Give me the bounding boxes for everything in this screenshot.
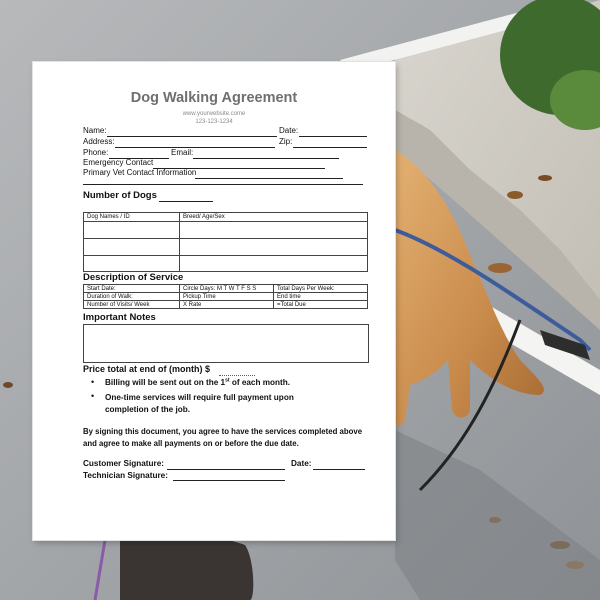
name-line[interactable] <box>107 136 277 137</box>
agreement-statement: By signing this document, you agree to have the services completed above and agree to make all payments on or before the due date. <box>83 427 363 448</box>
phone-label: Phone: <box>83 148 109 157</box>
website-text: www.yourwebsite.come <box>182 111 246 117</box>
total-due-cell[interactable]: =Total Due <box>274 301 368 309</box>
pickup-time-cell[interactable]: Pickup Time <box>180 293 274 301</box>
signature-date-label: Date: <box>291 459 312 468</box>
visits-per-week-cell[interactable]: Number of Visits/ Week <box>84 301 180 309</box>
technician-signature-label: Technician Signature: <box>83 471 168 480</box>
date-label: Date: <box>279 126 299 135</box>
dog-name-cell[interactable] <box>84 239 180 256</box>
breed-cell[interactable] <box>180 222 368 239</box>
dark-dog <box>120 534 253 600</box>
email-line[interactable] <box>193 158 339 159</box>
vet-contact-line[interactable] <box>195 178 343 179</box>
price-line[interactable] <box>219 375 255 376</box>
breed-header: Breed/ Age/Sex <box>180 213 368 222</box>
billing-note: Billing will be sent out on the 1st of each month. <box>105 377 291 387</box>
number-of-dogs-heading: Number of Dogs <box>83 190 157 201</box>
leaf <box>3 382 13 388</box>
service-heading: Description of Service <box>83 272 184 283</box>
breed-cell[interactable] <box>180 239 368 256</box>
start-date-cell[interactable]: Start Date: <box>84 285 180 293</box>
service-table <box>83 284 368 309</box>
address-label: Address: <box>83 137 115 146</box>
phone-number-text: 123-123-1234 <box>195 119 233 125</box>
price-label: Price total at end of (month) $ <box>83 364 211 374</box>
breed-cell[interactable] <box>180 256 368 272</box>
number-of-dogs-line[interactable] <box>159 201 213 202</box>
zip-label: Zip: <box>279 137 293 146</box>
total-days-cell[interactable]: Total Days Per Week: <box>274 285 368 293</box>
dogs-table <box>83 212 368 272</box>
zip-line[interactable] <box>293 147 367 148</box>
leaf <box>538 175 552 181</box>
divider-line <box>83 184 363 185</box>
leaf <box>507 191 523 199</box>
important-notes-heading: Important Notes <box>83 312 156 323</box>
rate-cell[interactable]: X Rate <box>180 301 274 309</box>
agreement-paper <box>33 62 395 540</box>
form-title: Dog Walking Agreement <box>130 90 298 106</box>
duration-cell[interactable]: Duration of Walk: <box>84 293 180 301</box>
circle-days-cell[interactable]: Circle Days: M T W T F S S <box>180 285 274 293</box>
bullet-dot: • <box>91 377 95 387</box>
dog-name-cell[interactable] <box>84 256 180 272</box>
date-line[interactable] <box>299 136 367 137</box>
address-line[interactable] <box>115 147 275 148</box>
bullet-dot: • <box>91 391 95 401</box>
technician-signature-line[interactable] <box>173 480 285 481</box>
dog-name-cell[interactable] <box>84 222 180 239</box>
email-label: Email: <box>171 148 194 157</box>
important-notes-box[interactable] <box>83 324 369 363</box>
signature-date-line[interactable] <box>313 469 365 470</box>
name-label: Name: <box>83 126 107 135</box>
end-time-cell[interactable]: End time <box>274 293 368 301</box>
customer-signature-line[interactable] <box>167 469 285 470</box>
one-time-service-note: One-time services will require full payment upon completion of the job. <box>105 393 294 414</box>
emergency-contact-label: Emergency Contact <box>83 158 154 167</box>
leaf <box>488 263 512 273</box>
customer-signature-label: Customer Signature: <box>83 459 164 468</box>
vet-contact-label: Primary Vet Contact Information <box>83 168 197 177</box>
dog-names-header: Dog Names / ID <box>84 213 180 222</box>
